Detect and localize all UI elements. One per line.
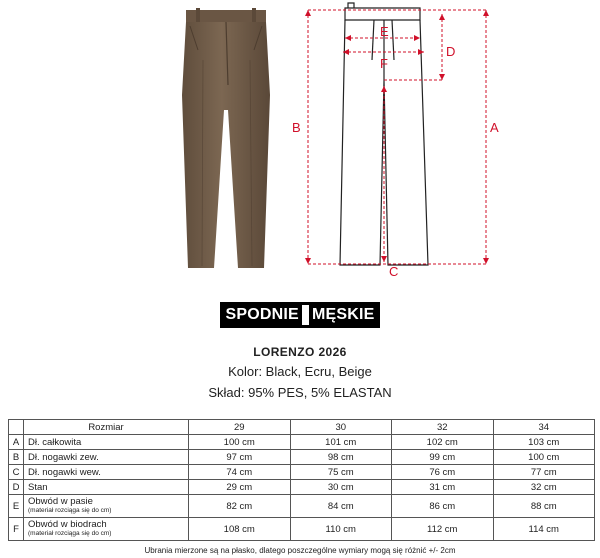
label-e: E bbox=[380, 24, 389, 39]
header-size-30: 30 bbox=[290, 420, 392, 435]
table-cell: 98 cm bbox=[290, 450, 392, 465]
color-line: Kolor: Black, Ecru, Beige bbox=[228, 364, 372, 379]
product-photo bbox=[168, 0, 284, 288]
table-cell: 84 cm bbox=[290, 495, 392, 518]
row-label: Obwód w pasie bbox=[28, 496, 93, 507]
measurement-diagram bbox=[288, 0, 518, 288]
title-block bbox=[0, 302, 600, 328]
row-label: Dł. nogawki wew. bbox=[24, 465, 189, 480]
table-cell: 101 cm bbox=[290, 435, 392, 450]
model-name: LORENZO 2026 bbox=[253, 345, 347, 359]
row-label: Dł. nogawki zew. bbox=[24, 450, 189, 465]
table-cell: 77 cm bbox=[493, 465, 595, 480]
size-table bbox=[8, 419, 595, 541]
table-cell: 29 cm bbox=[189, 480, 291, 495]
table-cell: 102 cm bbox=[392, 435, 494, 450]
page-title bbox=[220, 302, 381, 328]
table-cell: 32 cm bbox=[493, 480, 595, 495]
table-cell: 88 cm bbox=[493, 495, 595, 518]
table-cell: 31 cm bbox=[392, 480, 494, 495]
label-b: B bbox=[292, 120, 301, 135]
header-size: Rozmiar bbox=[24, 420, 189, 435]
title-word-2: MĘSKIE bbox=[311, 306, 375, 324]
row-label: Dł. całkowita bbox=[24, 435, 189, 450]
table-cell: 74 cm bbox=[189, 465, 291, 480]
table-cell: 75 cm bbox=[290, 465, 392, 480]
table-cell: 86 cm bbox=[392, 495, 494, 518]
table-cell: 114 cm bbox=[493, 518, 595, 541]
label-a: A bbox=[490, 120, 499, 135]
label-f: F bbox=[380, 56, 388, 71]
row-note: (materiał rozciąga się do cm) bbox=[28, 507, 112, 514]
header-size-29: 29 bbox=[189, 420, 291, 435]
table-row bbox=[9, 480, 595, 495]
table-cell: 82 cm bbox=[189, 495, 291, 518]
row-letter: A bbox=[9, 435, 24, 450]
row-letter: B bbox=[9, 450, 24, 465]
table-row bbox=[9, 450, 595, 465]
row-label-cell bbox=[24, 495, 189, 518]
table-cell: 99 cm bbox=[392, 450, 494, 465]
row-letter: E bbox=[9, 495, 24, 518]
table-header-row bbox=[9, 420, 595, 435]
row-letter: C bbox=[9, 465, 24, 480]
table-cell: 97 cm bbox=[189, 450, 291, 465]
table-cell: 108 cm bbox=[189, 518, 291, 541]
row-label: Stan bbox=[24, 480, 189, 495]
header-empty-cell bbox=[9, 420, 24, 435]
table-cell: 76 cm bbox=[392, 465, 494, 480]
composition-line: Skład: 95% PES, 5% ELASTAN bbox=[208, 385, 392, 400]
row-label-cell bbox=[24, 518, 189, 541]
table-cell: 112 cm bbox=[392, 518, 494, 541]
table-row bbox=[9, 518, 595, 541]
table-cell: 110 cm bbox=[290, 518, 392, 541]
table-cell: 30 cm bbox=[290, 480, 392, 495]
title-word-1: SPODNIE bbox=[225, 306, 299, 324]
row-letter: F bbox=[9, 518, 24, 541]
header-size-32: 32 bbox=[392, 420, 494, 435]
row-label: Obwód w biodrach bbox=[28, 519, 107, 530]
table-cell: 103 cm bbox=[493, 435, 595, 450]
label-d: D bbox=[446, 44, 456, 59]
footnote: Ubrania mierzone są na płasko, dlatego poszczególne wymiary mogą się różnić +/- 2cm bbox=[144, 546, 456, 555]
table-cell: 100 cm bbox=[189, 435, 291, 450]
row-letter: D bbox=[9, 480, 24, 495]
table-row bbox=[9, 435, 595, 450]
header-size-34: 34 bbox=[493, 420, 595, 435]
title-separator bbox=[302, 305, 309, 325]
table-cell: 100 cm bbox=[493, 450, 595, 465]
table-row bbox=[9, 465, 595, 480]
label-c: C bbox=[389, 264, 399, 279]
table-row bbox=[9, 495, 595, 518]
row-note: (materiał rozciąga się do cm) bbox=[28, 530, 112, 537]
